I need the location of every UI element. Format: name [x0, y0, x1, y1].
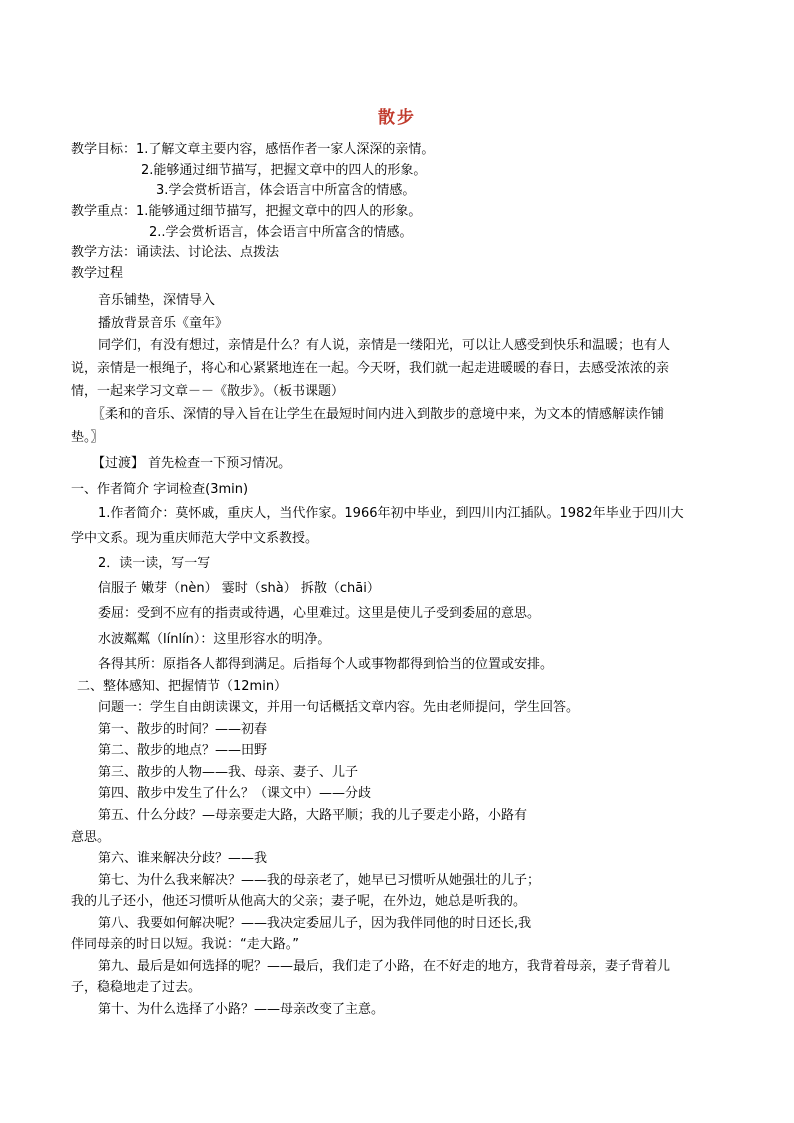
text-line: 第十、为什么选择了小路？——母亲改变了主意。 — [98, 1002, 385, 1017]
text-line: 委屈：受到不应有的指责或待遇，心里难过。这里是使儿子受到委屈的意思。 — [98, 606, 541, 621]
text-line: 第九、最后是如何选择的呢？——最后，我们走了小路，在不好走的地方，我背着母亲，妻子背着儿 — [98, 959, 671, 974]
text-line: 第三、散步的人物——我、母亲、妻子、儿子 — [98, 765, 359, 780]
text-line: 〖柔和的音乐、深情的导入旨在让学生在最短时间内进入到散步的意境中来，为文本的情感解读作铺 — [92, 407, 665, 422]
text-line: 1.作者简介：莫怀戚，重庆人，当代作家。1966年初中毕业，到四川内江插队。1982年毕业于四川大 — [98, 506, 684, 521]
text-line: 播放背景音乐《童年》 — [98, 316, 229, 331]
text-line: 垫。〗 — [71, 430, 104, 445]
text-line: 我的儿子还小，他还习惯听从他高大的父亲；妻子呢，在外边，她总是听我的。 — [71, 894, 527, 909]
text-line: 情，一起来学习文章－－《散步》。（板书课题） — [71, 384, 345, 399]
text-line: 各得其所：原指各人都得到满足。后指每个人或事物都得到恰当的位置或安排。 — [98, 657, 554, 672]
text-line: 第二、散步的地点？——田野 — [98, 743, 268, 758]
text-line: 意思。 — [71, 830, 111, 845]
text-line: 第一、散步的时间？——初春 — [98, 722, 268, 737]
text-line: 3.学会赏析语言，体会语言中所富含的情感。 — [156, 183, 416, 198]
text-line: 2..学会赏析语言，体会语言中所富含的情感。 — [149, 225, 413, 240]
text-line: 问题一：学生自由朗读课文，并用一句话概括文章内容。先由老师提问，学生回答。 — [98, 700, 580, 715]
document-title: 散步 — [378, 108, 416, 128]
text-line: 第四、散步中发生了什么？（课文中）——分歧 — [98, 786, 372, 801]
text-line: 二、整体感知、把握情节（12min） — [77, 679, 288, 694]
text-line: 【过渡】 首先检查一下预习情况。 — [92, 456, 292, 471]
text-line: 一、作者简介 字词检查(3min) — [71, 482, 249, 497]
text-line: 信服子 嫩芽（nèn） 霎时（shà） 拆散（chāi） — [98, 581, 380, 596]
text-line: 教学目标：1.了解文章主要内容，感悟作者一家人深深的亲情。 — [71, 142, 435, 157]
text-line: 第八、我要如何解决呢？——我决定委屈儿子，因为我伴同他的时日还长,我 — [98, 916, 532, 931]
text-line: 教学重点：1.能够通过细节描写，把握文章中的四人的形象。 — [71, 204, 422, 219]
text-line: 第七、为什么我来解决？——我的母亲老了，她早已习惯听从她强壮的儿子； — [98, 873, 541, 888]
text-line: 第六、谁来解决分歧？——我 — [98, 851, 268, 866]
text-line: 2.能够通过细节描写，把握文章中的四人的形象。 — [141, 163, 427, 178]
text-line: 第五、什么分歧？—母亲要走大路，大路平顺；我的儿子要走小路，小路有 — [98, 808, 528, 823]
text-line: 音乐铺垫，深情导入 — [98, 293, 216, 308]
text-line: 2．读一读，写一写 — [98, 556, 211, 571]
text-line: 说，亲情是一根绳子，将心和心紧紧地连在一起。今天呀，我们就一起走进暖暖的春日，去感受浓浓的亲 — [71, 361, 670, 376]
text-line: 教学过程 — [71, 266, 124, 281]
text-line: 教学方法：诵读法、讨论法、点拨法 — [71, 245, 280, 260]
text-line: 水波粼粼（línlín）：这里形容水的明净。 — [98, 632, 331, 647]
text-line: 同学们，有没有想过，亲情是什么？有人说，亲情是一缕阳光，可以让人感受到快乐和温暖；也有人 — [98, 338, 671, 353]
text-line: 学中文系。现为重庆师范大学中文系教授。 — [71, 531, 319, 546]
text-line: 子，稳稳地走了过去。 — [71, 980, 202, 995]
text-line: 伴同母亲的时日以短。我说：“走大路。” — [71, 937, 299, 952]
